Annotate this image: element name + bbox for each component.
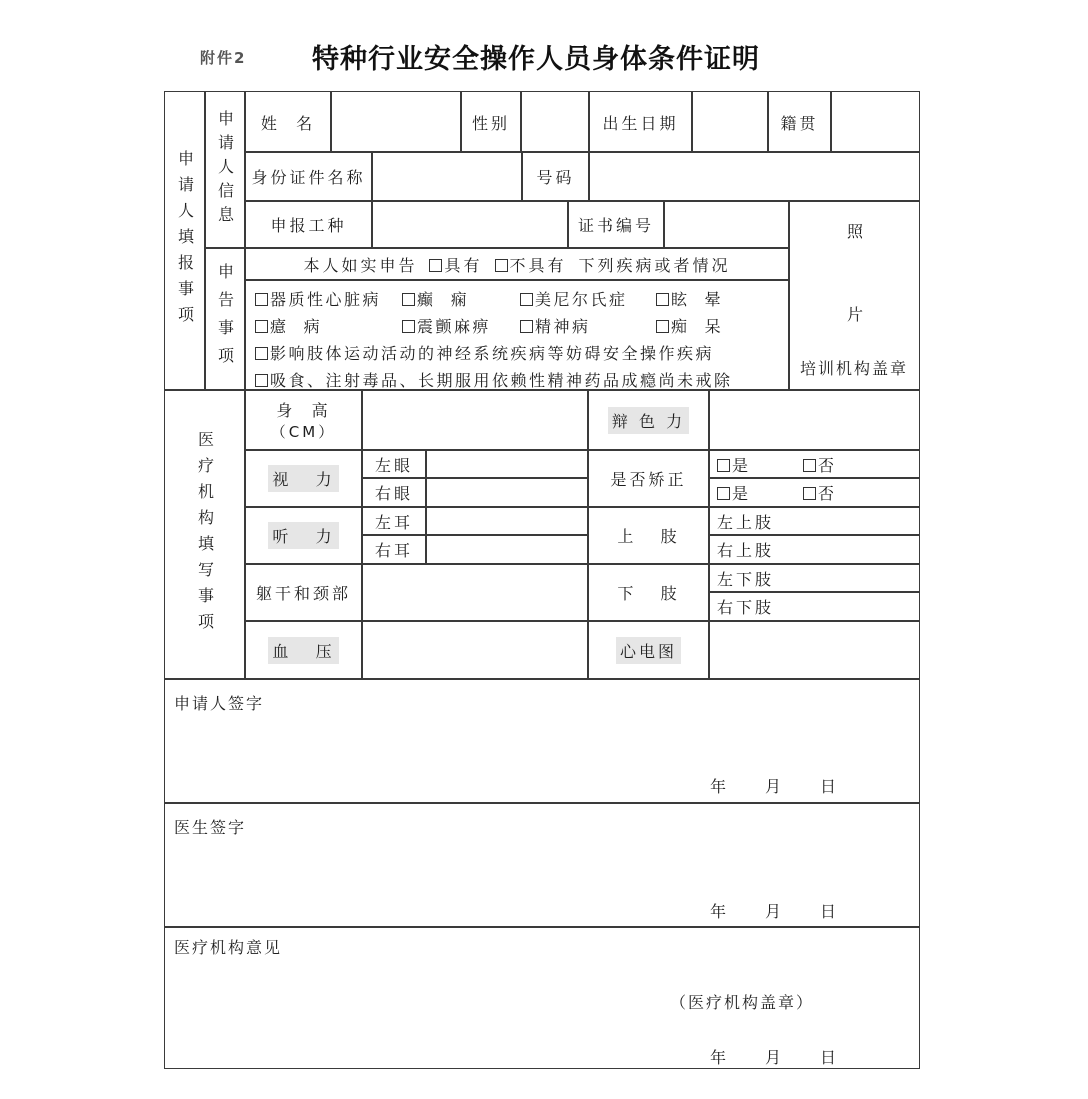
birth-date-label: 出生日期 xyxy=(588,91,693,153)
gender-label: 性别 xyxy=(460,91,522,153)
day-label: 日 xyxy=(820,902,839,921)
left-eye-field[interactable] xyxy=(425,449,589,479)
declaration-label: 申告事项 xyxy=(204,247,246,391)
id-number-field[interactable] xyxy=(588,151,920,202)
condition-drugs[interactable]: 吸食、注射毒品、长期服用依赖性精神药品成瘾尚未戒除 xyxy=(255,368,733,391)
condition-meniere[interactable]: 美尼尔氏症 xyxy=(520,287,628,310)
ecg-label: 心电图 xyxy=(587,620,710,680)
applicant-section-label: 申请人填报事项 xyxy=(164,91,206,391)
checkbox-icon[interactable] xyxy=(402,293,415,306)
right-ear-label: 右耳 xyxy=(361,534,427,565)
trunk-neck-field[interactable] xyxy=(361,563,589,622)
has-option[interactable]: 具有 xyxy=(429,253,482,276)
checkbox-icon[interactable] xyxy=(803,459,816,472)
id-number-label: 号码 xyxy=(521,151,590,202)
checkbox-icon[interactable] xyxy=(429,259,442,272)
job-type-label: 申报工种 xyxy=(244,200,373,249)
right-upper-limb-field[interactable]: 右上肢 xyxy=(708,534,920,565)
medical-opinion-label: 医疗机构意见 xyxy=(174,938,283,957)
declaration-row: 本人如实申告 具有 不具有 下列疾病或者情况 xyxy=(244,247,790,281)
year-label: 年 xyxy=(710,1048,729,1067)
cert-number-label: 证书编号 xyxy=(567,200,665,249)
right-eye-field[interactable] xyxy=(425,477,589,508)
checkbox-icon[interactable] xyxy=(495,259,508,272)
year-label: 年 xyxy=(710,902,729,921)
checkbox-icon[interactable] xyxy=(520,293,533,306)
checkbox-icon[interactable] xyxy=(255,293,268,306)
gender-field[interactable] xyxy=(520,91,590,153)
condition-mental[interactable]: 精神病 xyxy=(520,314,591,337)
checkbox-icon[interactable] xyxy=(717,487,730,500)
applicant-signature-box[interactable] xyxy=(164,678,920,804)
native-place-label: 籍贯 xyxy=(767,91,832,153)
lower-limb-label: 下 肢 xyxy=(587,563,710,622)
condition-dementia[interactable]: 痴 呆 xyxy=(656,314,723,337)
condition-paralysis[interactable]: 震颤麻痹 xyxy=(402,314,491,337)
checkbox-icon[interactable] xyxy=(803,487,816,500)
correction-yes-left[interactable]: 是 xyxy=(717,453,751,476)
left-eye-label: 左眼 xyxy=(361,449,427,479)
correction-yes-right[interactable]: 是 xyxy=(717,481,751,504)
not-has-option[interactable]: 不具有 xyxy=(495,253,567,276)
ecg-field[interactable] xyxy=(708,620,920,680)
year-label: 年 xyxy=(710,777,729,796)
checkbox-icon[interactable] xyxy=(520,320,533,333)
checkbox-icon[interactable] xyxy=(255,374,268,387)
cert-number-field[interactable] xyxy=(663,200,790,249)
month-label: 月 xyxy=(765,902,784,921)
vision-label: 视 力 xyxy=(244,449,363,508)
job-type-field[interactable] xyxy=(371,200,569,249)
doctor-signature-label: 医生签字 xyxy=(174,818,247,837)
right-lower-limb-field[interactable]: 右下肢 xyxy=(708,591,920,622)
birth-date-field[interactable] xyxy=(691,91,769,153)
left-ear-label: 左耳 xyxy=(361,506,427,536)
left-ear-field[interactable] xyxy=(425,506,589,536)
checkbox-icon[interactable] xyxy=(255,320,268,333)
doctor-signature-box[interactable] xyxy=(164,802,920,928)
day-label: 日 xyxy=(820,1048,839,1067)
photo-box[interactable]: 照 片 培训机构盖章 xyxy=(788,200,920,391)
right-ear-field[interactable] xyxy=(425,534,589,565)
day-label: 日 xyxy=(820,777,839,796)
condition-vertigo[interactable]: 眩 晕 xyxy=(656,287,723,310)
left-lower-limb-field[interactable]: 左下肢 xyxy=(708,563,920,593)
hearing-label: 听 力 xyxy=(244,506,363,565)
height-field[interactable] xyxy=(361,389,589,451)
condition-epilepsy[interactable]: 癫 痫 xyxy=(402,287,469,310)
right-eye-correction xyxy=(708,477,920,508)
checkbox-icon[interactable] xyxy=(656,293,669,306)
month-label: 月 xyxy=(765,1048,784,1067)
height-label: 身 高 （CM） xyxy=(244,389,363,451)
trunk-neck-label: 躯干和颈部 xyxy=(244,563,363,622)
conditions-list xyxy=(244,279,790,391)
right-eye-label: 右眼 xyxy=(361,477,427,508)
color-vision-field[interactable] xyxy=(708,389,920,451)
checkbox-icon[interactable] xyxy=(255,347,268,360)
upper-limb-label: 上 肢 xyxy=(587,506,710,565)
month-label: 月 xyxy=(765,777,784,796)
left-upper-limb-field[interactable]: 左上肢 xyxy=(708,506,920,536)
color-vision-label: 辩 色 力 xyxy=(587,389,710,451)
id-type-field[interactable] xyxy=(371,151,523,202)
condition-neuro[interactable]: 影响肢体运动活动的神经系统疾病等妨碍安全操作疾病 xyxy=(255,341,714,364)
name-field[interactable] xyxy=(330,91,462,153)
condition-hysteria[interactable]: 癔 病 xyxy=(255,314,322,337)
correction-no-right[interactable]: 否 xyxy=(803,481,837,504)
id-type-label: 身份证件名称 xyxy=(244,151,373,202)
training-stamp-label: 培训机构盖章 xyxy=(800,359,909,378)
checkbox-icon[interactable] xyxy=(717,459,730,472)
left-eye-correction xyxy=(708,449,920,479)
native-place-field[interactable] xyxy=(830,91,920,153)
correction-label: 是否矫正 xyxy=(587,449,710,508)
name-label: 姓 名 xyxy=(244,91,332,153)
blood-pressure-field[interactable] xyxy=(361,620,589,680)
condition-heart[interactable]: 器质性心脏病 xyxy=(255,287,381,310)
medical-section-label: 医疗机构填写事项 xyxy=(164,389,246,680)
attachment-label: 附件2 xyxy=(200,49,247,67)
checkbox-icon[interactable] xyxy=(656,320,669,333)
applicant-signature-label: 申请人签字 xyxy=(174,694,265,713)
medical-stamp-label: （医疗机构盖章） xyxy=(670,993,815,1012)
medical-opinion-box[interactable] xyxy=(164,926,920,1069)
applicant-info-label: 申请人信息 xyxy=(204,91,246,249)
blood-pressure-label: 血 压 xyxy=(244,620,363,680)
checkbox-icon[interactable] xyxy=(402,320,415,333)
correction-no-left[interactable]: 否 xyxy=(803,453,837,476)
page-title: 特种行业安全操作人员身体条件证明 xyxy=(312,44,760,75)
